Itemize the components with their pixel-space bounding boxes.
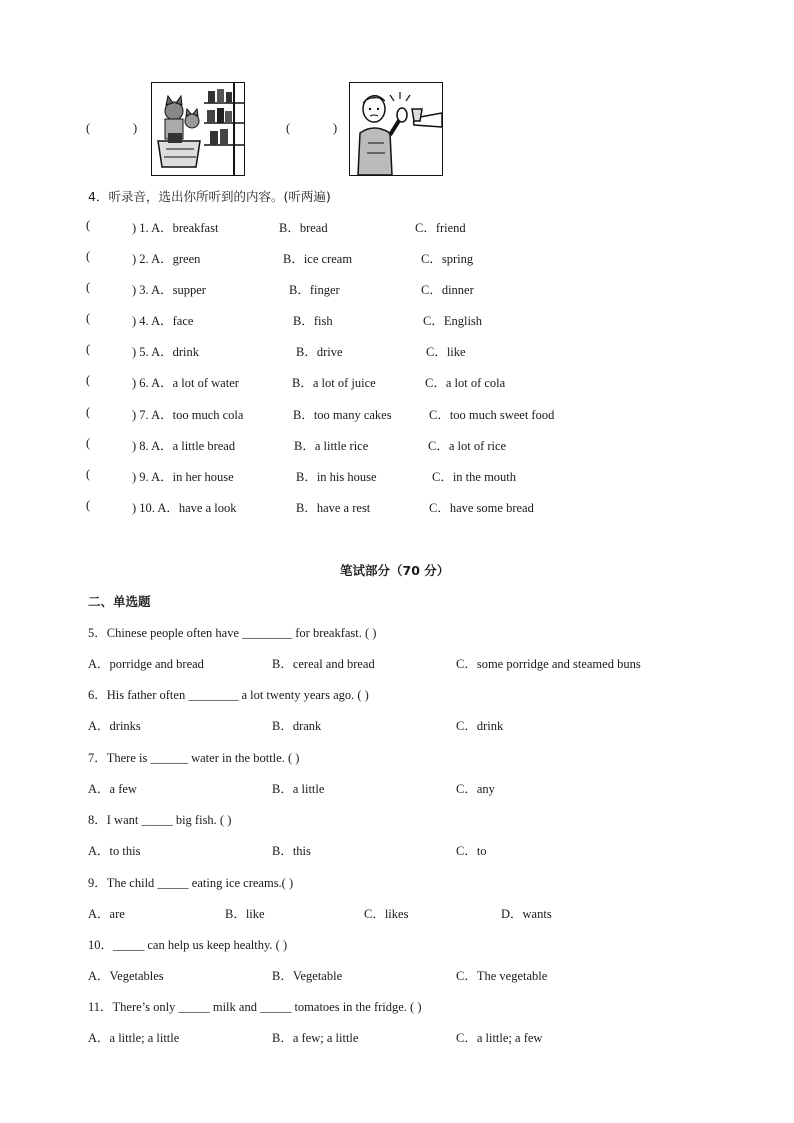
listening-item-option-b: B．a little rice: [294, 439, 369, 453]
listening-item-option-c: C．a lot of rice: [428, 439, 507, 453]
listening-answer-paren: (: [86, 342, 91, 356]
question-option: C．any: [456, 782, 495, 796]
question-option: A．drinks: [88, 719, 141, 733]
shop-cats-picture: [151, 82, 245, 176]
question-stem: 6．His father often ________ a lot twenty years ago. ( ): [88, 688, 369, 702]
question-option: C．a little; a few: [456, 1031, 543, 1045]
question-option: B．Vegetable: [272, 969, 343, 983]
refuse-drink-illustration: [350, 83, 442, 175]
question-option: B．a few; a little: [272, 1031, 359, 1045]
listening-item-option-b: B．a lot of juice: [292, 376, 376, 390]
question-option: C．to: [456, 844, 487, 858]
listening-item-option-a: ) 6. A．a lot of water: [132, 376, 239, 390]
listening-item-option-b: B．have a rest: [296, 501, 371, 515]
listening-item-option-b: B．fish: [293, 314, 333, 328]
listening-answer-paren: (: [86, 280, 91, 294]
listening-item-option-a: ) 9. A．in her house: [132, 470, 234, 484]
listening-item-option-c: C．too much sweet food: [429, 408, 555, 422]
listening-heading: 4．听录音，选出你所听到的内容。(听两遍): [88, 189, 331, 204]
listening-item-option-a: ) 7. A．too much cola: [132, 408, 244, 422]
listening-item-option-a: ) 2. A．green: [132, 252, 201, 266]
listening-answer-paren: (: [86, 373, 91, 387]
listening-item-option-b: B．drive: [296, 345, 343, 359]
listening-item-option-c: C．like: [426, 345, 466, 359]
listening-item-option-a: ) 8. A．a little bread: [132, 439, 236, 453]
single-choice-part-title: 二、单选题: [88, 594, 151, 609]
listening-item-option-c: C．in the mouth: [432, 470, 517, 484]
question-stem: 10．_____ can help us keep healthy. ( ): [88, 938, 288, 952]
question-option: C．likes: [364, 907, 409, 921]
question-stem: 7．There is ______ water in the bottle. ( ): [88, 751, 300, 765]
question-stem: 11．There’s only _____ milk and _____ tomatoes in the fridge. ( ): [88, 1000, 422, 1014]
listening-answer-paren: (: [86, 249, 91, 263]
question-option: D．wants: [501, 907, 552, 921]
listening-item-option-c: C．have some bread: [429, 501, 534, 515]
question-option: B．this: [272, 844, 311, 858]
question-option: C．drink: [456, 719, 504, 733]
question-option: C．The vegetable: [456, 969, 548, 983]
written-section-title: 笔试部分（70 分）: [340, 563, 450, 578]
listening-item-option-c: C．dinner: [421, 283, 474, 297]
question-stem: 8．I want _____ big fish. ( ): [88, 813, 232, 827]
listening-item-option-c: C．English: [423, 314, 483, 328]
listening-item-option-a: ) 10. A．have a look: [132, 501, 237, 515]
listening-answer-paren: (: [86, 436, 91, 450]
listening-item-option-c: C．spring: [421, 252, 474, 266]
answer-paren-open-1: (: [86, 121, 91, 135]
question-option: B．cereal and bread: [272, 657, 375, 671]
listening-answer-paren: (: [86, 498, 91, 512]
question-option: A．a little; a little: [88, 1031, 180, 1045]
listening-item-option-b: B．ice cream: [283, 252, 353, 266]
answer-paren-close-2: ): [333, 121, 338, 135]
listening-answer-paren: (: [86, 467, 91, 481]
question-option: B．a little: [272, 782, 325, 796]
listening-item-option-b: B．too many cakes: [293, 408, 392, 422]
question-stem: 9．The child _____ eating ice creams.( ): [88, 876, 294, 890]
shop-cats-illustration: [152, 83, 244, 175]
question-option: B．like: [225, 907, 265, 921]
listening-item-option-a: ) 3. A．supper: [132, 283, 206, 297]
question-option: A．porridge and bread: [88, 657, 204, 671]
listening-item-option-a: ) 5. A．drink: [132, 345, 200, 359]
question-option: A．Vegetables: [88, 969, 164, 983]
answer-paren-open-2: (: [286, 121, 291, 135]
answer-paren-close-1: ): [133, 121, 138, 135]
listening-item-option-b: B．in his house: [296, 470, 377, 484]
refuse-drink-picture: [349, 82, 443, 176]
listening-answer-paren: (: [86, 218, 91, 232]
listening-item-option-b: B．bread: [279, 221, 328, 235]
question-option: C．some porridge and steamed buns: [456, 657, 641, 671]
listening-item-option-a: ) 4. A．face: [132, 314, 194, 328]
listening-answer-paren: (: [86, 405, 91, 419]
listening-item-option-c: C．friend: [415, 221, 466, 235]
listening-item-option-a: ) 1. A．breakfast: [132, 221, 219, 235]
question-stem: 5．Chinese people often have ________ for breakfast. ( ): [88, 626, 377, 640]
question-option: A．a few: [88, 782, 137, 796]
listening-item-option-b: B．finger: [289, 283, 340, 297]
listening-answer-paren: (: [86, 311, 91, 325]
question-option: B．drank: [272, 719, 322, 733]
listening-item-option-c: C．a lot of cola: [425, 376, 506, 390]
question-option: A．to this: [88, 844, 141, 858]
question-option: A．are: [88, 907, 125, 921]
